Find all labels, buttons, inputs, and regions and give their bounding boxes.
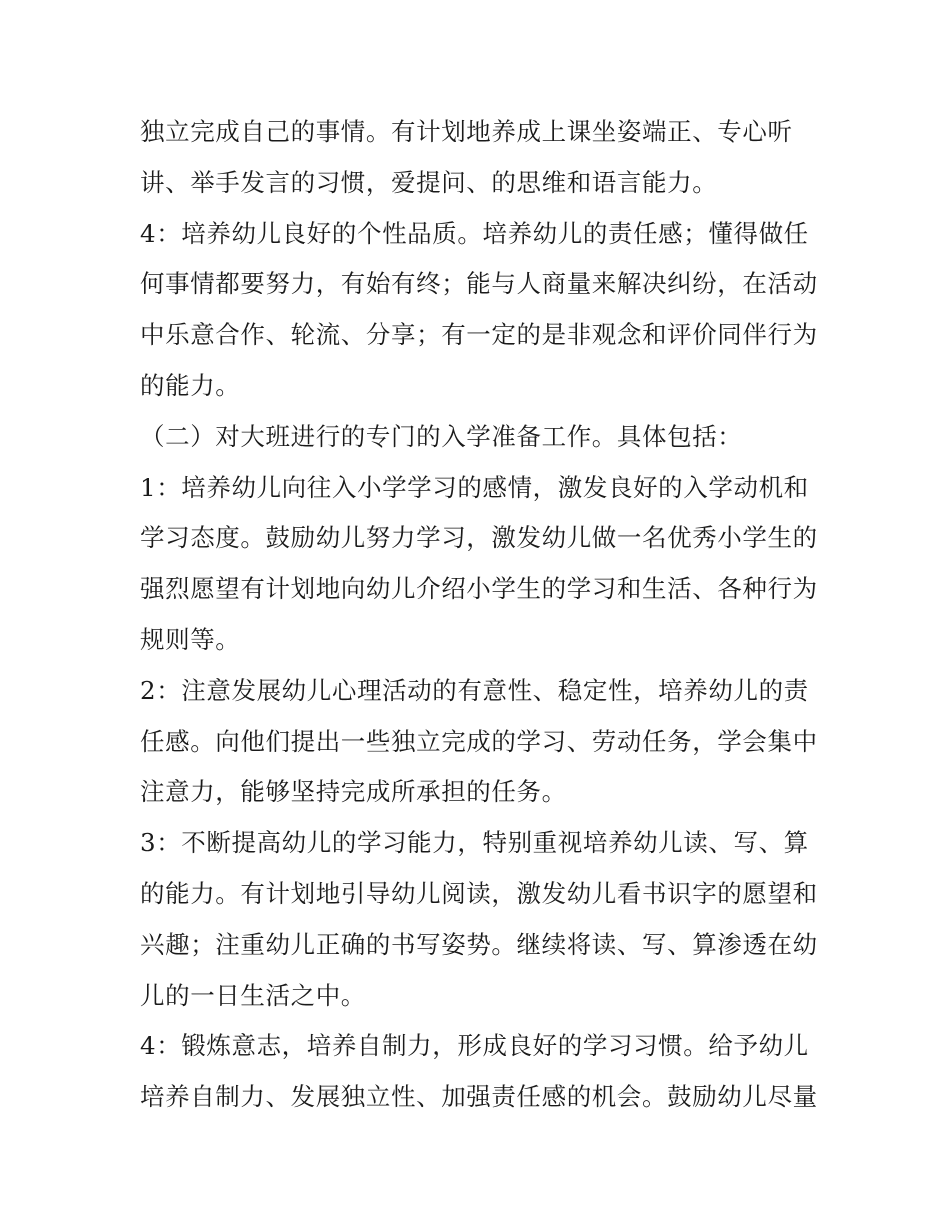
text-line: 4：培养幼儿良好的个性品质。培养幼儿的责任感；懂得做任 bbox=[140, 218, 809, 248]
text-line: 独立完成自己的事情。有计划地养成上课坐姿端正、专心听 bbox=[140, 117, 793, 146]
text-line: 讲、举手发言的习惯，爱提问、的思维和语言能力。 bbox=[140, 167, 718, 197]
text-line: 1：培养幼儿向往入小学学习的感情，激发良好的入学动机和 bbox=[140, 472, 809, 502]
text-line: 规则等。 bbox=[140, 624, 241, 654]
text-line: 3：不断提高幼儿的学习能力，特别重视培养幼儿读、写、算 bbox=[140, 828, 809, 858]
text-line: 兴趣；注重幼儿正确的书写姿势。继续将读、写、算渗透在幼 bbox=[140, 929, 818, 959]
text-line: 中乐意合作、轮流、分享；有一定的是非观念和评价同伴行为 bbox=[140, 320, 818, 350]
section-heading: （二）对大班进行的专门的入学准备工作。具体包括： bbox=[140, 421, 743, 451]
text-line: 任感。向他们提出一些独立完成的学习、劳动任务，学会集中 bbox=[140, 726, 818, 756]
text-line: 培养自制力、发展独立性、加强责任感的机会。鼓励幼儿尽量 bbox=[140, 1082, 818, 1112]
text-line: 4：锻炼意志，培养自制力，形成良好的学习习惯。给予幼儿 bbox=[140, 1031, 809, 1061]
text-line: 2：注意发展幼儿心理活动的有意性、稳定性，培养幼儿的责 bbox=[140, 675, 809, 705]
text-line: 何事情都要努力，有始有终；能与人商量来解决纠纷，在活动 bbox=[140, 269, 818, 299]
document-body bbox=[140, 107, 820, 1123]
text-line: 学习态度。鼓励幼儿努力学习，激发幼儿做一名优秀小学生的 bbox=[140, 523, 818, 553]
text-line: 儿的一日生活之中。 bbox=[140, 980, 366, 1010]
text-line: 强烈愿望有计划地向幼儿介绍小学生的学习和生活、各种行为 bbox=[140, 574, 818, 604]
text-line: 的能力。 bbox=[140, 370, 241, 400]
text-line: 注意力，能够坚持完成所承担的任务。 bbox=[140, 777, 567, 807]
text-line: 的能力。有计划地引导幼儿阅读，激发幼儿看书识字的愿望和 bbox=[140, 878, 818, 908]
